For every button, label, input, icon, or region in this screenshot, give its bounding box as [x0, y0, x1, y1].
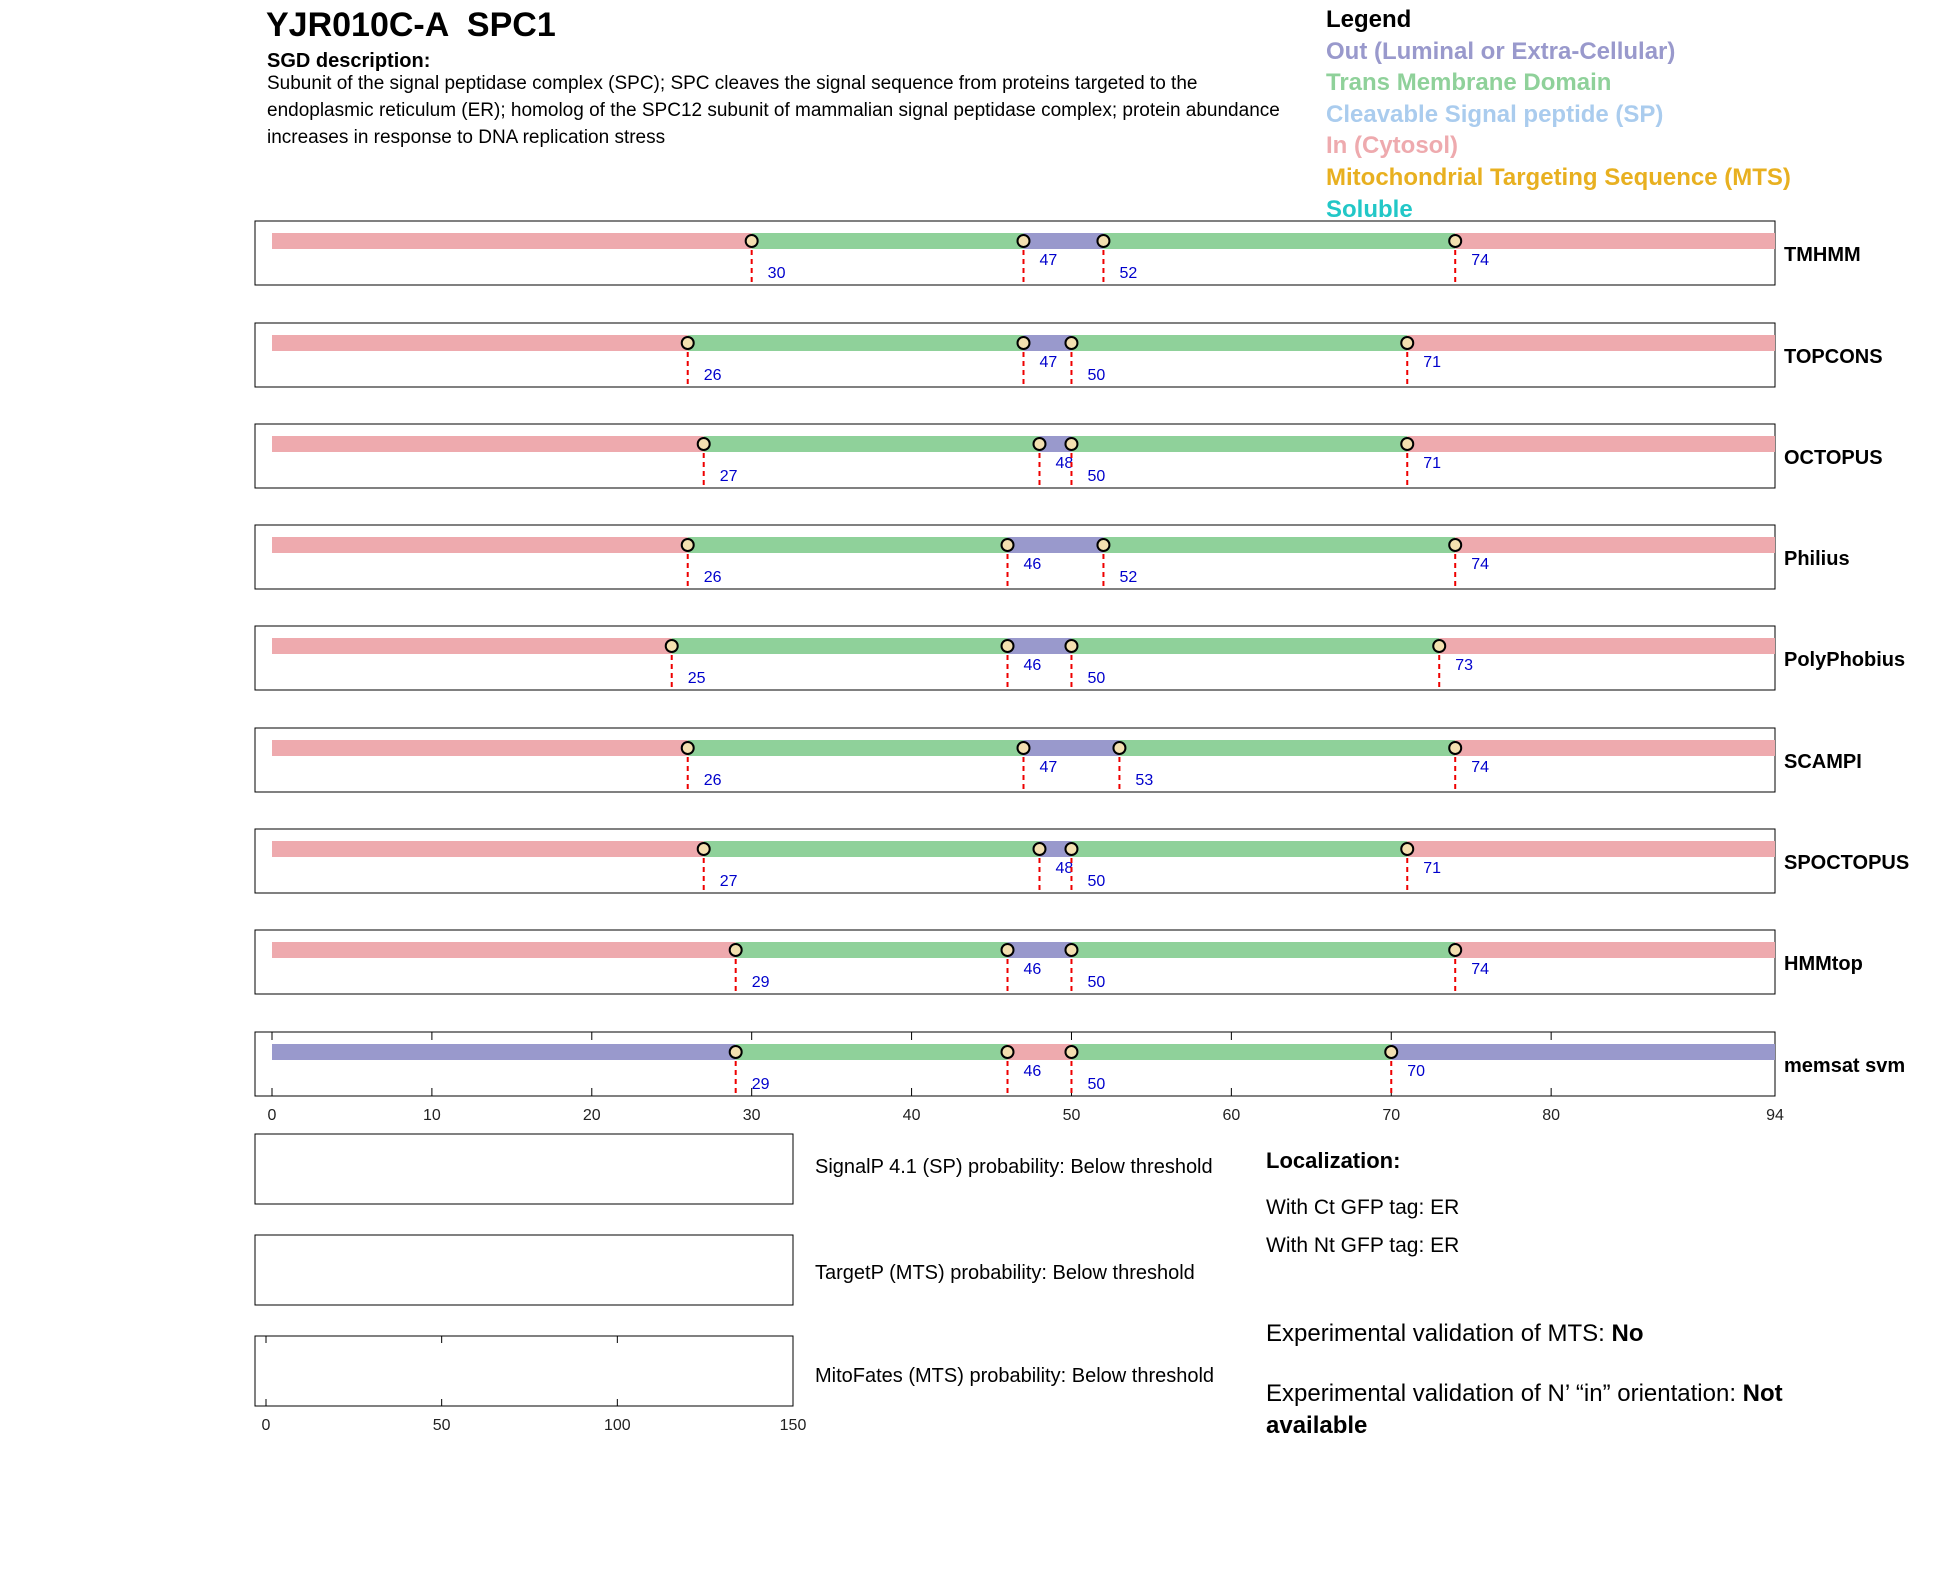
- boundary-label: 47: [1039, 759, 1058, 776]
- legend-item-tm: Trans Membrane Domain: [1326, 69, 1612, 97]
- track-scampi: [255, 728, 1862, 792]
- segment-tm: [1071, 1044, 1391, 1060]
- signalp-probability-label: SignalP 4.1 (SP) probability: Below threshold: [815, 1156, 1213, 1178]
- segment-tm: [672, 638, 1008, 654]
- segment-in: [1439, 638, 1775, 654]
- boundary-marker: [698, 843, 710, 855]
- boundary-marker: [1433, 640, 1445, 652]
- mitofates-probability-label: MitoFates (MTS) probability: Below threshold: [815, 1365, 1215, 1387]
- boundary-label: 74: [1471, 252, 1490, 269]
- segment-in: [1407, 335, 1775, 351]
- segment-out: [1008, 942, 1072, 958]
- segment-out: [1391, 1044, 1775, 1060]
- boundary-marker: [1065, 337, 1077, 349]
- track-name: SCAMPI: [1784, 751, 1862, 773]
- track-frame: [255, 930, 1775, 994]
- segment-tm: [704, 841, 1040, 857]
- track-tmhmm: [255, 221, 1861, 285]
- mts-validation-value: No: [1611, 1320, 1644, 1347]
- segment-in: [1455, 942, 1775, 958]
- boundary-marker: [1002, 1046, 1014, 1058]
- segment-in: [272, 638, 672, 654]
- localization-heading: Localization:: [1266, 1148, 1401, 1173]
- boundary-label: 46: [1023, 556, 1042, 573]
- segment-in: [1407, 841, 1775, 857]
- boundary-marker: [730, 944, 742, 956]
- boundary-marker: [1401, 843, 1413, 855]
- orientation-validation: [1266, 1378, 1826, 1442]
- probability-panel-2: [255, 1235, 793, 1305]
- boundary-marker: [1002, 944, 1014, 956]
- localization-ct: With Ct GFP tag: ER: [1266, 1196, 1460, 1219]
- prob-tick-label: 0: [261, 1417, 271, 1434]
- boundary-marker: [1065, 640, 1077, 652]
- track-frame: [255, 829, 1775, 893]
- boundary-marker: [1449, 235, 1461, 247]
- boundary-marker: [1018, 742, 1030, 754]
- segment-in: [272, 740, 688, 756]
- mts-validation: [1266, 1318, 1826, 1350]
- track-frame: [255, 424, 1775, 488]
- boundary-label: 50: [1087, 670, 1106, 687]
- probability-panel-1: [255, 1134, 793, 1204]
- boundary-marker: [1018, 235, 1030, 247]
- track-name: PolyPhobius: [1784, 649, 1906, 671]
- legend-item-sp: Cleavable Signal peptide (SP): [1326, 100, 1664, 128]
- boundary-marker: [1097, 539, 1109, 551]
- track-frame: [255, 626, 1775, 690]
- track-name: TMHMM: [1784, 244, 1861, 266]
- boundary-label: 53: [1135, 772, 1154, 789]
- boundary-label: 52: [1119, 569, 1138, 586]
- boundary-label: 29: [751, 974, 770, 991]
- track-spoctopus: [255, 829, 1909, 893]
- boundary-marker: [666, 640, 678, 652]
- boundary-marker: [1401, 438, 1413, 450]
- track-topcons: [255, 323, 1883, 387]
- boundary-marker: [1449, 944, 1461, 956]
- segment-in: [272, 233, 752, 249]
- x-tick-label: 20: [582, 1107, 601, 1124]
- track-frame: [255, 221, 1775, 285]
- track-name: SPOCTOPUS: [1784, 852, 1910, 874]
- localization-nt: With Nt GFP tag: ER: [1266, 1234, 1460, 1257]
- boundary-label: 50: [1087, 974, 1106, 991]
- segment-tm: [736, 942, 1008, 958]
- boundary-label: 47: [1039, 354, 1058, 371]
- segment-out: [1008, 537, 1104, 553]
- boundary-label: 46: [1023, 961, 1042, 978]
- boundary-label: 26: [703, 569, 722, 586]
- x-tick-label: 80: [1542, 1107, 1561, 1124]
- track-frame: [255, 728, 1775, 792]
- track-frame: [255, 525, 1775, 589]
- segment-tm: [688, 537, 1008, 553]
- boundary-label: 71: [1423, 860, 1442, 877]
- segment-out: [1008, 638, 1072, 654]
- boundary-marker: [1065, 1046, 1077, 1058]
- boundary-marker: [1065, 944, 1077, 956]
- orientation-validation-value: Not available: [1266, 1380, 1783, 1439]
- boundary-label: 46: [1023, 657, 1042, 674]
- sgd-description-text: Subunit of the signal peptidase complex (SPC); SPC cleaves the signal sequence from proteins targeted to the endoplasmic reticulum (ER); homolog of the SPC12 subunit of mammalian signal peptidase complex; protein abundance increases in response to DNA replication stress: [267, 73, 1280, 148]
- segment-tm: [688, 335, 1024, 351]
- probability-panel-3: [255, 1336, 793, 1406]
- segment-in: [1455, 233, 1775, 249]
- targetp-probability-label: TargetP (MTS) probability: Below threshold: [815, 1262, 1195, 1284]
- x-tick-label: 10: [422, 1107, 441, 1124]
- boundary-marker: [746, 235, 758, 247]
- prob-tick-label: 100: [603, 1417, 631, 1434]
- boundary-label: 26: [703, 772, 722, 789]
- segment-in: [1455, 537, 1775, 553]
- legend-title: Legend: [1326, 6, 1412, 33]
- x-tick-label: 60: [1222, 1107, 1241, 1124]
- boundary-marker: [1065, 843, 1077, 855]
- boundary-label: 71: [1423, 354, 1442, 371]
- segment-tm: [736, 1044, 1008, 1060]
- track-name: OCTOPUS: [1784, 447, 1883, 469]
- segment-tm: [1103, 233, 1455, 249]
- legend-item-soluble: Soluble: [1326, 195, 1413, 223]
- legend-item-in: In (Cytosol): [1326, 132, 1458, 160]
- boundary-label: 50: [1087, 367, 1106, 384]
- segment-in: [272, 436, 704, 452]
- boundary-label: 74: [1471, 556, 1490, 573]
- boundary-marker: [1385, 1046, 1397, 1058]
- segment-tm: [704, 436, 1040, 452]
- prob-tick-label: 150: [779, 1417, 807, 1434]
- boundary-label: 48: [1055, 860, 1074, 877]
- boundary-label: 74: [1471, 961, 1490, 978]
- segment-in: [272, 942, 736, 958]
- track-philius: [255, 525, 1850, 589]
- legend-item-mts: Mitochondrial Targeting Sequence (MTS): [1326, 163, 1791, 191]
- orientation-validation-label: Experimental validation of N’ “in” orientation:: [1266, 1380, 1743, 1407]
- boundary-label: 70: [1407, 1063, 1426, 1080]
- boundary-marker: [682, 742, 694, 754]
- sgd-description-label: SGD description:: [267, 50, 431, 72]
- track-name: HMMtop: [1784, 953, 1863, 975]
- boundary-marker: [1449, 742, 1461, 754]
- segment-tm: [688, 740, 1024, 756]
- boundary-label: 48: [1055, 455, 1074, 472]
- boundary-label: 26: [703, 367, 722, 384]
- boundary-label: 71: [1423, 455, 1442, 472]
- x-tick-label: 70: [1382, 1107, 1401, 1124]
- boundary-label: 50: [1087, 468, 1106, 485]
- track-frame: [255, 1032, 1775, 1096]
- segment-tm: [1071, 942, 1455, 958]
- x-tick-label: 40: [902, 1107, 921, 1124]
- boundary-label: 50: [1087, 873, 1106, 890]
- boundary-marker: [1002, 539, 1014, 551]
- segment-out: [1024, 233, 1104, 249]
- segment-tm: [1071, 436, 1407, 452]
- boundary-marker: [1033, 843, 1045, 855]
- boundary-marker: [1002, 640, 1014, 652]
- prob-tick-label: 50: [432, 1417, 451, 1434]
- track-memsat-svm: [255, 1032, 1905, 1124]
- segment-out: [272, 1044, 736, 1060]
- segment-in: [1455, 740, 1775, 756]
- segment-tm: [1071, 638, 1439, 654]
- legend-item-out: Out (Luminal or Extra-Cellular): [1326, 37, 1676, 65]
- boundary-marker: [682, 539, 694, 551]
- segment-out: [1024, 740, 1120, 756]
- boundary-label: 73: [1455, 657, 1474, 674]
- boundary-marker: [682, 337, 694, 349]
- track-octopus: [255, 424, 1883, 488]
- boundary-label: 27: [719, 468, 738, 485]
- segment-tm: [1071, 335, 1407, 351]
- boundary-marker: [1401, 337, 1413, 349]
- track-polyphobius: [255, 626, 1905, 690]
- segment-tm: [1071, 841, 1407, 857]
- segment-tm: [752, 233, 1024, 249]
- gene-title: YJR010C-A SPC1: [266, 6, 556, 44]
- segment-in: [1407, 436, 1775, 452]
- track-frame: [255, 323, 1775, 387]
- boundary-label: 74: [1471, 759, 1490, 776]
- x-tick-label: 0: [267, 1107, 277, 1124]
- boundary-marker: [698, 438, 710, 450]
- track-name: memsat svm: [1784, 1055, 1906, 1077]
- segment-out: [1024, 335, 1072, 351]
- track-name: TOPCONS: [1784, 346, 1883, 368]
- boundary-marker: [1018, 337, 1030, 349]
- mts-validation-label: Experimental validation of MTS:: [1266, 1320, 1612, 1347]
- boundary-marker: [1097, 235, 1109, 247]
- boundary-label: 29: [751, 1076, 770, 1093]
- segment-tm: [1119, 740, 1455, 756]
- track-hmmtop: [255, 930, 1863, 994]
- boundary-marker: [1113, 742, 1125, 754]
- track-name: Philius: [1784, 548, 1850, 570]
- boundary-label: 27: [719, 873, 738, 890]
- boundary-label: 25: [687, 670, 706, 687]
- boundary-marker: [1065, 438, 1077, 450]
- boundary-label: 47: [1039, 252, 1058, 269]
- boundary-label: 46: [1023, 1063, 1042, 1080]
- segment-in: [272, 537, 688, 553]
- boundary-label: 52: [1119, 265, 1138, 282]
- x-tick-label: 50: [1062, 1107, 1081, 1124]
- boundary-marker: [730, 1046, 742, 1058]
- segment-in: [1008, 1044, 1072, 1060]
- segment-in: [272, 335, 688, 351]
- x-tick-label: 30: [742, 1107, 761, 1124]
- boundary-label: 30: [767, 265, 786, 282]
- x-tick-label: 94: [1766, 1107, 1784, 1124]
- segment-in: [272, 841, 704, 857]
- boundary-label: 50: [1087, 1076, 1106, 1093]
- boundary-marker: [1033, 438, 1045, 450]
- boundary-marker: [1449, 539, 1461, 551]
- segment-tm: [1103, 537, 1455, 553]
